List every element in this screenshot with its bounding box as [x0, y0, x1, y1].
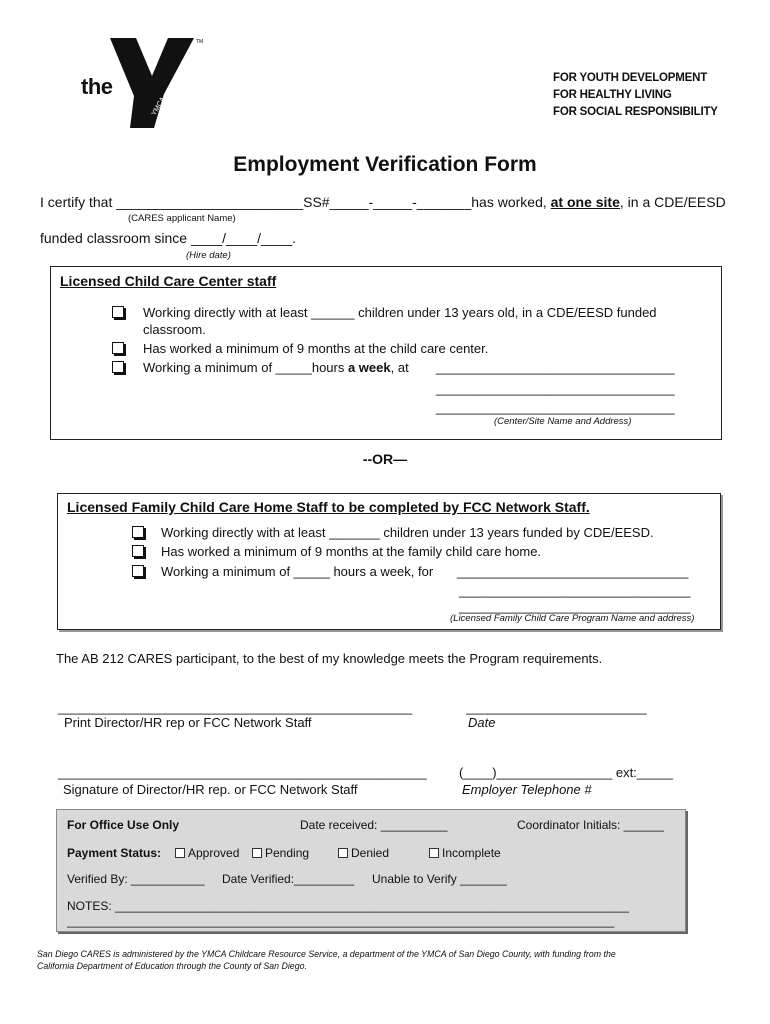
payment-status-label: Payment Status: [67, 846, 162, 860]
section2-item-2: Has worked a minimum of 9 months at the family child care home. [161, 544, 542, 559]
program-name-blank-3[interactable]: ________________________________ [459, 599, 691, 614]
signature-line[interactable]: ___________________________________________________ [58, 765, 427, 780]
taglines [553, 70, 718, 121]
section1-item-2: Has worked a minimum of 9 months at the child care center. [143, 341, 489, 356]
footer-line-1: San Diego CARES is administered by the YMCA Childcare Resource Service, a department of the YMCA of San Diego County, with funding from the [37, 949, 616, 959]
section2-checkbox-2[interactable] [132, 545, 144, 557]
tagline-healthy: FOR HEALTHY LIVING [553, 89, 672, 101]
phone-line[interactable]: (____)________________ ext:_____ [459, 765, 673, 780]
section2-heading: Licensed Family Child Care Home Staff to be completed by FCC Network Staff. [67, 499, 590, 515]
center-site-blank-1[interactable]: _________________________________ [436, 360, 675, 375]
or-divider: --OR— [362, 451, 408, 467]
program-name-blank-1[interactable]: ________________________________ [457, 564, 689, 579]
payment-option-approved[interactable] [175, 846, 239, 860]
section2-checkbox-3[interactable] [132, 565, 144, 577]
footer-line-2: California Department of Education through the County of San Diego. [37, 961, 307, 971]
pending-label: Pending [265, 846, 310, 860]
section2-item-1: Working directly with at least _______ children under 13 years funded by CDE/EESD. [161, 525, 654, 540]
date-verified-field[interactable]: Date Verified:_________ [222, 872, 355, 886]
print-name-line[interactable]: _________________________________________________ [58, 700, 413, 715]
phone-label: Employer Telephone # [462, 782, 592, 797]
office-use-heading: For Office Use Only [67, 818, 180, 832]
at-one-site: at one site [550, 194, 620, 210]
incomplete-label: Incomplete [442, 846, 501, 860]
item3-end: , at [390, 360, 409, 375]
ymca-mark-text: YMCA [150, 95, 167, 117]
center-site-blank-2[interactable]: _________________________________ [436, 381, 675, 396]
print-name-label: Print Director/HR rep or FCC Network Staff [64, 715, 312, 730]
date-line[interactable]: _________________________ [466, 700, 647, 715]
section1-checkbox-3[interactable] [112, 361, 124, 373]
payment-option-denied[interactable] [338, 846, 389, 860]
verified-by-field[interactable]: Verified By: ___________ [67, 872, 205, 886]
program-name-blank-2[interactable]: ________________________________ [459, 583, 691, 598]
approved-label: Approved [188, 846, 240, 860]
pending-checkbox[interactable] [252, 848, 262, 858]
program-name-caption: (Licensed Family Child Care Program Name and address) [450, 613, 695, 624]
section1-item-3 [143, 360, 409, 375]
item3-text: Working a minimum of _____hours [143, 360, 348, 375]
certify-line-1 [40, 194, 726, 210]
center-site-blank-3[interactable]: _________________________________ [436, 400, 675, 415]
tagline-social: FOR SOCIAL RESPONSIBILITY [553, 106, 718, 118]
certify-text-end: , in a CDE/EESD [619, 194, 726, 210]
center-site-caption: (Center/Site Name and Address) [494, 416, 632, 427]
page-title: Employment Verification Form [233, 153, 537, 176]
coordinator-initials-field[interactable]: Coordinator Initials: ______ [517, 818, 664, 832]
tagline-youth: FOR YOUTH DEVELOPMENT [553, 72, 708, 84]
certify-text: I certify that ________________________SS#_____-_____-_______has worked, [40, 194, 551, 210]
notes-field[interactable]: NOTES: _____________________________________________________________________________ [67, 899, 629, 913]
hire-date-caption: (Hire date) [186, 250, 231, 261]
denied-label: Denied [351, 846, 390, 860]
date-label: Date [468, 715, 496, 730]
section2-checkbox-1[interactable] [132, 526, 144, 538]
incomplete-checkbox[interactable] [429, 848, 439, 858]
section1-checkbox-1[interactable] [112, 306, 124, 318]
section1-item-1: Working directly with at least ______ children under 13 years old, in a CDE/EESD funded [143, 305, 657, 320]
section1-heading: Licensed Child Care Center staff [60, 273, 277, 289]
section2-item-3: Working a minimum of _____ hours a week, for [161, 564, 434, 579]
date-received-field[interactable]: Date received: __________ [300, 818, 448, 832]
unable-to-verify-field[interactable]: Unable to Verify _______ [372, 872, 507, 886]
payment-option-pending[interactable] [252, 846, 309, 860]
applicant-name-caption: (CARES applicant Name) [128, 213, 236, 224]
approved-checkbox[interactable] [175, 848, 185, 858]
section1-checkbox-2[interactable] [112, 342, 124, 354]
svg-text:TM: TM [196, 39, 204, 45]
section1-item-1-cont: classroom. [143, 322, 206, 337]
requirements-statement: The AB 212 CARES participant, to the best of my knowledge meets the Program requirements. [56, 651, 603, 666]
signature-label: Signature of Director/HR rep. or FCC Network Staff [63, 782, 358, 797]
logo-word: the [81, 74, 113, 99]
certify-line-2: funded classroom since ____/____/____. [40, 230, 297, 246]
notes-line-2[interactable]: __________________________________________________________________________________ [67, 914, 615, 928]
ymca-logo [78, 34, 208, 134]
item3-bold: a week [347, 360, 391, 375]
denied-checkbox[interactable] [338, 848, 348, 858]
payment-option-incomplete[interactable] [429, 846, 501, 860]
